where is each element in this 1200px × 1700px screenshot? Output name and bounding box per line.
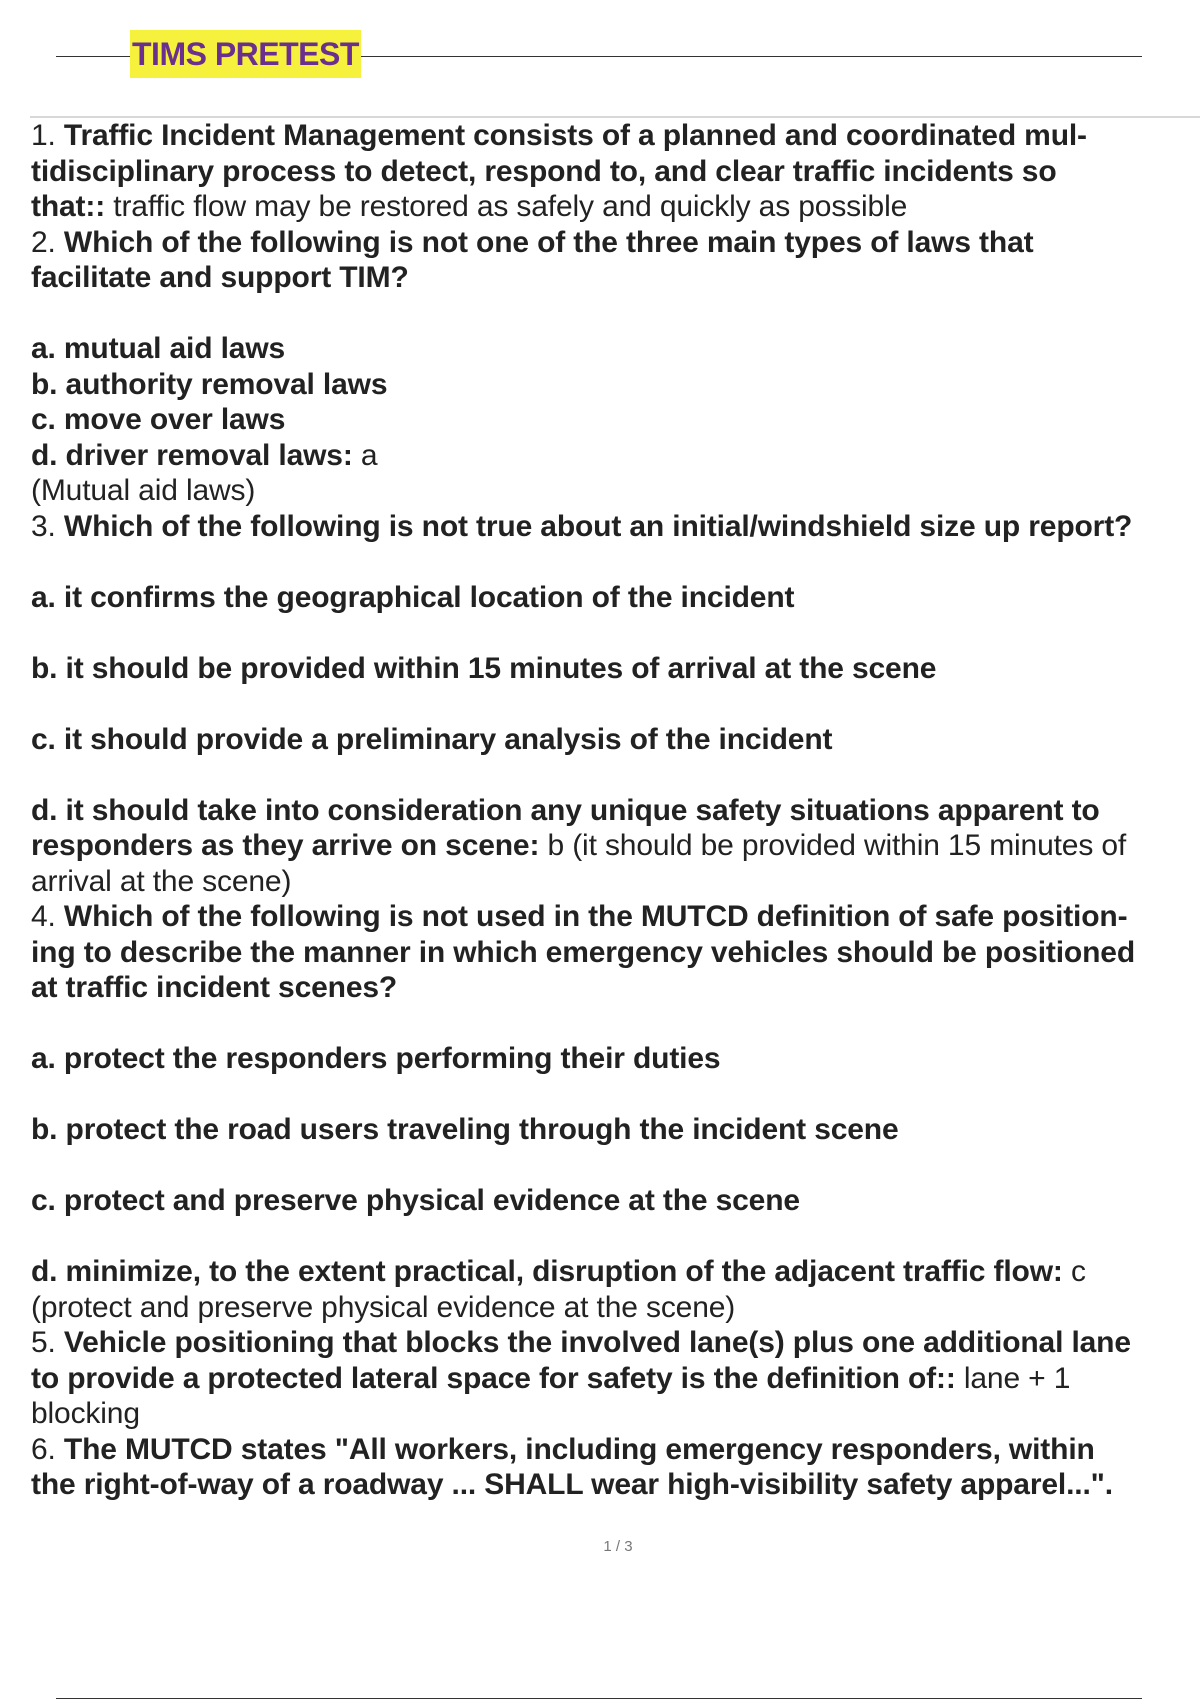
question-5-line-1 [31, 1325, 1200, 1361]
question-3-option-d-line-1: d. it should take into consideration any unique safety situations apparent to [31, 793, 1100, 827]
question-2-line-1 [31, 225, 1200, 261]
spacer [31, 1077, 1200, 1113]
question-4-line-2: ing to describe the manner in which emergency vehicles should be positioned [31, 935, 1135, 969]
spacer [31, 686, 1200, 722]
question-3-option-c: c. it should provide a preliminary analysis of the incident [31, 722, 833, 756]
question-2-line-2: facilitate and support TIM? [31, 261, 409, 294]
question-1-line-2: tidisciplinary process to detect, respond to, and clear traffic incidents so [31, 154, 1057, 188]
question-number: 1. [31, 119, 56, 152]
question-number: 2. [31, 225, 56, 259]
question-5-answer-cont: blocking [31, 1397, 140, 1430]
question-2-option-a: a. mutual aid laws [31, 332, 286, 365]
spacer [31, 1006, 1200, 1042]
question-4-option-d [31, 1254, 1200, 1290]
document-title: TIMS PRETEST [130, 30, 361, 78]
question-4-line-3: at traffic incident scenes? [31, 971, 398, 1004]
question-1-line-1 [31, 118, 1200, 154]
footer-rule [56, 1698, 1142, 1699]
option-text: responders as they arrive on scene: [31, 829, 540, 862]
answer-letter: c [1070, 1255, 1086, 1288]
question-6-line-2: the right-of-way of a roadway ... SHALL wear high-visibility safety apparel...". [31, 1468, 1113, 1501]
question-text: Traffic Incident Management consists of a planned and coordinated mul- [63, 119, 1087, 152]
question-text: that:: [31, 190, 106, 223]
document-body [31, 118, 1200, 1503]
option-text: d. driver removal laws: [31, 438, 353, 472]
answer-letter: a [360, 438, 378, 472]
question-text: Which of the following is not true about an initial/windshield size up report? [63, 509, 1133, 543]
question-3-line-1 [31, 509, 1200, 545]
question-2-option-d [31, 438, 1200, 474]
question-4-answer-detail: (protect and preserve physical evidence at the scene) [31, 1290, 736, 1324]
question-1-line-3 [31, 189, 1200, 225]
question-text: Which of the following is not used in the MUTCD definition of safe position- [63, 900, 1128, 933]
question-3-answer-cont: arrival at the scene) [31, 864, 292, 898]
question-2-option-c: c. move over laws [31, 403, 286, 436]
question-3-option-a: a. it confirms the geographical location of the incident [31, 580, 795, 614]
answer-text: b (it should be provided within 15 minutes of [547, 829, 1127, 862]
question-4-option-c: c. protect and preserve physical evidence at the scene [31, 1184, 800, 1217]
question-2-option-b: b. authority removal laws [31, 367, 388, 401]
question-4-line-1 [31, 899, 1200, 935]
spacer [31, 544, 1200, 580]
question-text: The MUTCD states "All workers, including emergency responders, within [63, 1432, 1095, 1466]
answer-text: traffic flow may be restored as safely and quickly as possible [113, 190, 908, 223]
question-6-line-1 [31, 1432, 1200, 1468]
question-number: 4. [31, 900, 56, 933]
question-number: 6. [31, 1432, 56, 1466]
question-2-answer-detail: (Mutual aid laws) [31, 474, 256, 507]
question-text: Which of the following is not one of the three main types of laws that [63, 225, 1034, 259]
answer-text: lane + 1 [963, 1361, 1071, 1395]
question-number: 5. [31, 1326, 56, 1359]
question-3-option-d-line-2 [31, 828, 1200, 864]
question-text: Vehicle positioning that blocks the involved lane(s) plus one additional lane [63, 1326, 1131, 1359]
question-number: 3. [31, 509, 56, 543]
spacer [31, 1219, 1200, 1255]
spacer [31, 1148, 1200, 1184]
page-indicator: 1 / 3 [603, 1538, 633, 1555]
spacer [31, 296, 1200, 332]
question-5-line-2 [31, 1361, 1200, 1397]
question-3-option-b: b. it should be provided within 15 minutes of arrival at the scene [31, 651, 937, 685]
question-4-option-a: a. protect the responders performing their duties [31, 1042, 721, 1075]
spacer [31, 757, 1200, 793]
question-text: to provide a protected lateral space for safety is the definition of:: [31, 1361, 956, 1395]
option-text: d. minimize, to the extent practical, disruption of the adjacent traffic flow: [31, 1255, 1063, 1288]
spacer [31, 615, 1200, 651]
question-4-option-b: b. protect the road users traveling through the incident scene [31, 1113, 899, 1146]
